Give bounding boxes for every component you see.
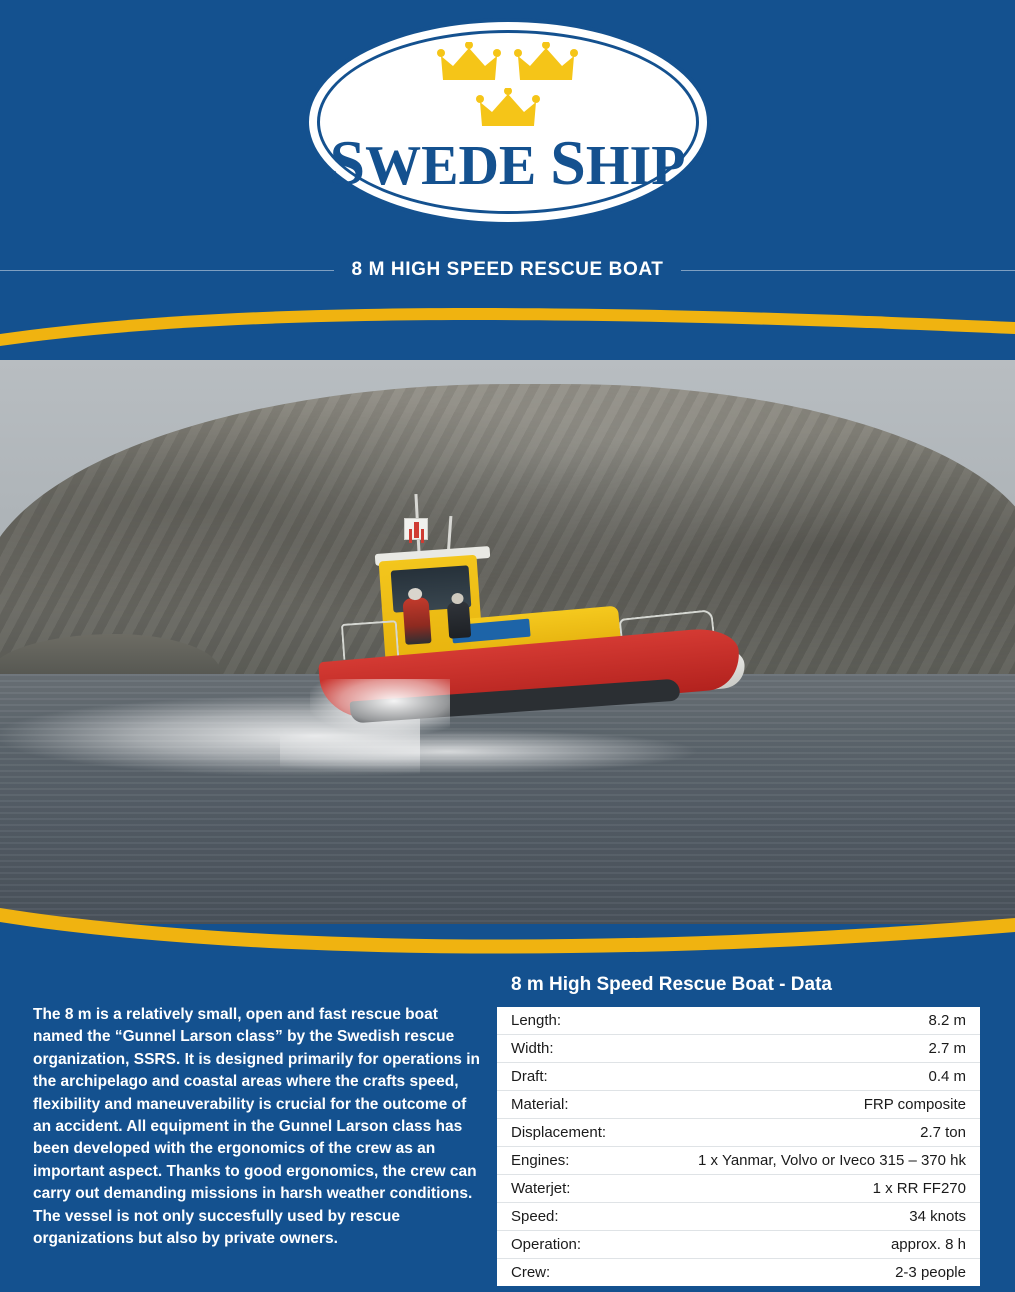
logo-word-swede: WEDE	[365, 135, 537, 197]
logo-initial-s1: S	[329, 127, 366, 198]
spec-label: Crew:	[511, 1264, 551, 1281]
table-row	[497, 1203, 980, 1231]
crown-icon	[514, 42, 578, 82]
photo-boat	[320, 494, 760, 744]
table-row	[497, 1231, 980, 1259]
hero-photo-band	[0, 300, 1015, 960]
crown-row-top	[305, 42, 711, 86]
crown-group	[305, 42, 711, 132]
specifications-table-body	[497, 1007, 980, 1286]
spec-label: Length:	[511, 1012, 562, 1029]
document-title-bar	[0, 250, 1015, 290]
rescue-boat-photo	[0, 344, 1015, 924]
spec-label: Displacement:	[511, 1124, 607, 1141]
spec-label: Draft:	[511, 1068, 548, 1085]
data-panel-title: 8 m High Speed Rescue Boat - Data	[511, 974, 832, 995]
table-row	[497, 1063, 980, 1091]
table-row	[497, 1119, 980, 1147]
boat-crew-member	[402, 597, 431, 645]
gold-wave-top-divider	[0, 300, 1015, 360]
description-text: The 8 m is a relatively small, open and fast rescue boat named the “Gunnel Larson class” by the Swedish rescue organization, SSRS. It is designed primarily for operations in the archipelago and coastal areas where the crafts speed, flexibility and maneuverability is crucial for the outcome of an accident. All equipment in the Gunnel Larson class has been developed with the ergonomics of the crew as an important aspect. Thanks to good ergonomics, the crew can carry out demanding missions in harsh weather conditions. The vessel is not only succesfully used by rescue organizations but also by private owners.	[33, 1006, 480, 1248]
gold-wave-bottom-divider	[0, 890, 1015, 960]
spec-value: 2.7 m	[928, 1040, 966, 1057]
spec-value: 1 x Yanmar, Volvo or Iveco 315 – 370 hk	[698, 1152, 966, 1169]
logo-word-ship: HIP	[585, 135, 686, 197]
table-row	[497, 1175, 980, 1203]
spec-label: Width:	[511, 1040, 554, 1057]
spec-label: Material:	[511, 1096, 569, 1113]
spec-value: approx. 8 h	[890, 1236, 966, 1253]
title-rule-right	[681, 270, 1015, 271]
spec-value: 34 knots	[909, 1208, 966, 1225]
crown-icon	[476, 88, 540, 128]
table-row	[497, 1091, 980, 1119]
page-title: 8 M HIGH SPEED RESCUE BOAT	[351, 259, 664, 280]
logo-wordmark	[305, 126, 711, 200]
spec-value: FRP composite	[863, 1096, 966, 1113]
boat-spray	[310, 679, 450, 734]
spec-label: Operation:	[511, 1236, 582, 1253]
swede-ship-logo	[305, 18, 711, 226]
crown-icon	[437, 42, 501, 82]
spec-label: Engines:	[511, 1152, 570, 1169]
spec-label: Waterjet:	[511, 1180, 571, 1197]
table-row	[497, 1007, 980, 1035]
data-panel	[497, 974, 980, 1286]
spec-value: 1 x RR FF270	[872, 1180, 966, 1197]
table-row	[497, 1147, 980, 1175]
table-row	[497, 1259, 980, 1287]
spec-label: Speed:	[511, 1208, 559, 1225]
specifications-table	[497, 1007, 980, 1286]
spec-value: 8.2 m	[928, 1012, 966, 1029]
boat-crew-member	[447, 601, 471, 638]
boat-rail-aft	[341, 620, 399, 660]
boat-flag	[404, 518, 428, 540]
title-rule-left	[0, 270, 334, 271]
content-area	[0, 960, 1015, 1292]
spec-value: 2-3 people	[895, 1264, 966, 1281]
page-header	[0, 0, 1015, 300]
logo-initial-s2: S	[550, 127, 586, 198]
spec-value: 2.7 ton	[920, 1124, 966, 1141]
spec-value: 0.4 m	[928, 1068, 966, 1085]
table-row	[497, 1035, 980, 1063]
